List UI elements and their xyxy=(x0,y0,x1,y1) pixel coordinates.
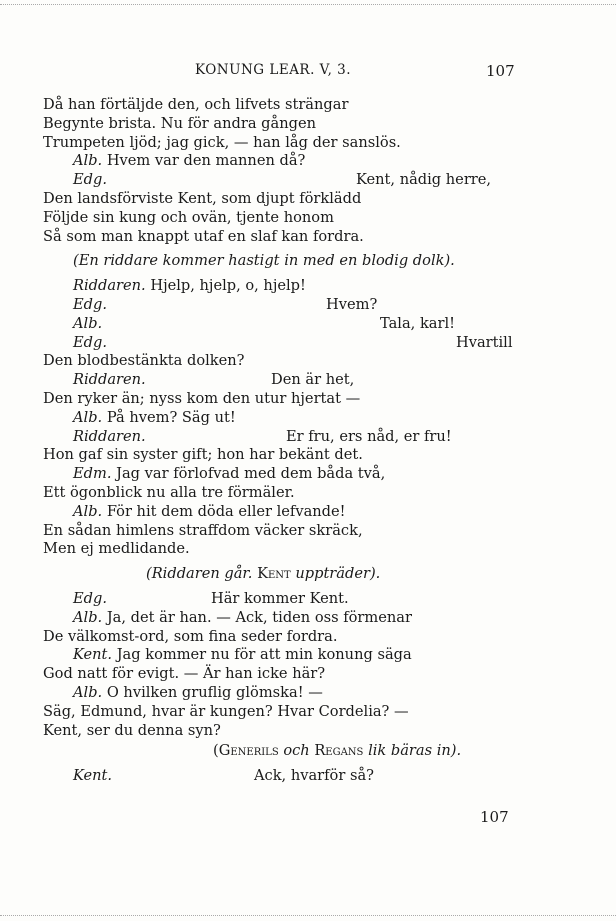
speaker-name: Alb. xyxy=(73,408,103,426)
verse-line: En sådan himlens straffdom väcker skräck, xyxy=(43,521,363,539)
page-number: 107 xyxy=(486,62,515,80)
verse-line: Riddaren. Den är het, xyxy=(73,371,355,389)
verse-line: Den ryker än; nyss kom den utur hjertat — xyxy=(43,389,361,407)
verse-line: Riddaren. Hjelp, hjelp, o, hjelp! xyxy=(73,277,306,295)
speaker-name: Edm. xyxy=(73,465,112,483)
verse-line: Alb. För hit dem döda eller lefvande! xyxy=(73,502,346,520)
speaker-name: Riddaren. xyxy=(73,371,146,389)
verse-line: Riddaren. Er fru, ers nåd, er fru! xyxy=(73,427,452,445)
speaker-name: Alb. xyxy=(73,314,103,332)
play-text xyxy=(43,96,521,786)
verse-line: Edg. Hvartill xyxy=(73,333,513,351)
verse-line: Edg. Hvem? xyxy=(73,295,378,313)
speaker-name: Edg. xyxy=(73,333,107,351)
speaker-name: Alb. xyxy=(73,152,103,170)
footer-page-number: 107 xyxy=(480,808,509,826)
speaker-name: Alb. xyxy=(73,683,103,701)
verse-line: Då han förtäljde den, och lifvets strängar xyxy=(43,96,349,113)
speaker-name: Riddaren. xyxy=(73,277,146,295)
verse-line: Den landsförviste Kent, som djupt förklädd xyxy=(43,189,362,207)
speaker-name: Edg. xyxy=(73,295,107,313)
verse-line: De välkomst-ord, som fina seder fordra. xyxy=(43,627,338,645)
speaker-name: Alb. xyxy=(73,502,103,520)
verse-line: Begynte brista. Nu för andra gången xyxy=(43,114,316,132)
verse-line: Säg, Edmund, hvar är kungen? Hvar Cordelia? — xyxy=(43,702,409,720)
verse-line: Alb. På hvem? Säg ut! xyxy=(73,408,236,426)
verse-line: Alb. Ja, det är han. — Ack, tiden oss förmenar xyxy=(73,608,412,626)
bottom-dotted-border xyxy=(0,915,616,916)
page-header xyxy=(0,62,616,82)
verse-line: Edm. Jag var förlofvad med dem båda två, xyxy=(73,465,386,483)
verse-line: God natt för evigt. — Är han icke här? xyxy=(43,665,326,683)
speaker-name: Edg. xyxy=(73,171,107,189)
verse-line: Edg. Här kommer Kent. xyxy=(73,589,349,607)
speaker-name: Kent. xyxy=(73,646,113,664)
verse-line: Ett ögonblick nu alla tre förmäler. xyxy=(43,483,295,501)
stage-direction: (En riddare kommer hastigt in med en blodig dolk). xyxy=(73,252,455,270)
speaker-name: Kent. xyxy=(73,767,113,785)
verse-line: Kent. Ack, hvarför så? xyxy=(73,767,374,785)
verse-line: Men ej medlidande. xyxy=(43,540,190,558)
top-dotted-border xyxy=(0,4,616,5)
verse-line: Kent, ser du denna syn? xyxy=(43,721,221,739)
stage-direction: (Generils och Regans lik bäras in). xyxy=(213,742,462,760)
verse-line: Alb. O hvilken gruflig glömska! — xyxy=(73,683,323,701)
verse-line: Följde sin kung och ovän, tjente honom xyxy=(43,208,334,226)
verse-line: Den blodbestänkta dolken? xyxy=(43,352,245,370)
speaker-name: Edg. xyxy=(73,589,107,607)
verse-line: Edg. Kent, nådig herre, xyxy=(73,171,492,189)
verse-line: Hon gaf sin syster gift; hon har bekänt det. xyxy=(43,446,363,464)
verse-line: Kent. Jag kommer nu för att min konung säga xyxy=(73,646,412,664)
running-title: KONUNG LEAR. V, 3. xyxy=(195,62,352,78)
speaker-name: Riddaren. xyxy=(73,427,146,445)
verse-line: Alb. Hvem var den mannen då? xyxy=(73,152,306,170)
verse-line: Så som man knappt utaf en slaf kan fordra. xyxy=(43,227,364,245)
speaker-name: Alb. xyxy=(73,608,103,626)
stage-direction: (Riddaren går. Kent uppträder). xyxy=(146,565,381,583)
verse-line: Alb. Tala, karl! xyxy=(73,314,455,332)
verse-line: Trumpeten ljöd; jag gick, — han låg der sanslös. xyxy=(43,133,401,151)
